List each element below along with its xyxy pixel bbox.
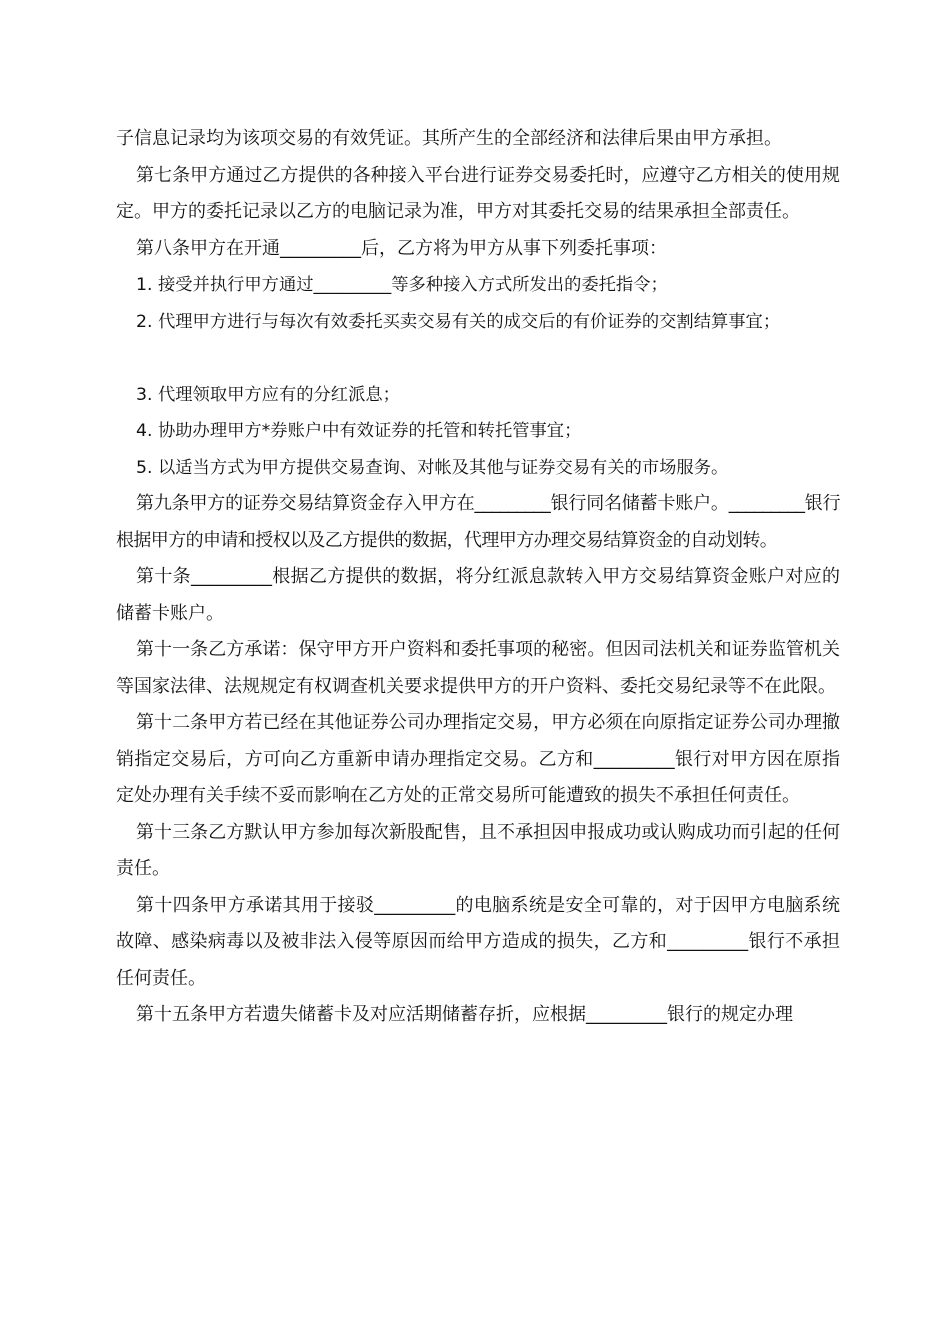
clause-14: 第十四条甲方承诺其用于接驳_________的电脑系统是安全可靠的，对于因甲方电脑系统故障、感染病毒以及被非法入侵等原因而给甲方造成的损失，乙方和_________银行不承担任何责任。	[116, 894, 840, 989]
clause-8-item-4: 4. 协助办理甲方*券账户中有效证券的托管和转托管事宜；	[136, 421, 582, 441]
clause-9: 第九条甲方的证券交易结算资金存入甲方在_________银行同名储蓄卡账户。_________银行根据甲方的申请和授权以及乙方提供的数据，代理甲方办理交易结算资金的自动划转。	[116, 493, 840, 551]
clause-8-item-2: 2. 代理甲方进行与每次有效委托买卖交易有关的成交后的有价证券的交割结算事宜；	[136, 311, 781, 332]
clause-8: 第八条甲方在开通_________后，乙方将为甲方从事下列委托事项：	[136, 237, 667, 259]
blank-line	[116, 340, 840, 377]
clause-12: 第十二条甲方若已经在其他证券公司办理指定交易，甲方必须在向原指定证券公司办理撤销指定交易后，方可向乙方重新申请办理指定交易。乙方和_________银行对甲方因在原指定处办理有关手续不妥而影响在乙方处的正常交易所可能遭致的损失不承担任何责任。	[116, 712, 840, 806]
clause-15: 第十五条甲方若遗失储蓄卡及对应活期储蓄存折，应根据_________银行的规定办理	[136, 1004, 793, 1025]
document-page	[116, 121, 840, 1034]
clause-10: 第十条_________根据乙方提供的数据，将分红派息款转入甲方交易结算资金账户对应的储蓄卡账户。	[116, 566, 840, 624]
clause-8-item-1: 1. 接受并执行甲方通过_________等多种接入方式所发出的委托指令；	[136, 275, 668, 295]
clause-8-item-3: 3. 代理领取甲方应有的分红派息；	[136, 384, 400, 405]
clause-11: 第十一条乙方承诺：保守甲方开户资料和委托事项的秘密。但因司法机关和证券监管机关等国家法律、法规规定有权调查机关要求提供甲方的开户资料、委托交易纪录等不在此限。	[116, 639, 840, 697]
clause-13: 第十三条乙方默认甲方参加每次新股配售，且不承担因申报成功或认购成功而引起的任何责任。	[116, 821, 840, 879]
clause-6-continuation: 子信息记录均为该项交易的有效凭证。其所产生的全部经济和法律后果由甲方承担。	[116, 128, 782, 149]
clause-7: 第七条甲方通过乙方提供的各种接入平台进行证券交易委托时，应遵守乙方相关的使用规定。甲方的委托记录以乙方的电脑记录为准，甲方对其委托交易的结果承担全部责任。	[116, 164, 840, 222]
clause-8-item-5: 5. 以适当方式为甲方提供交易查询、对帐及其他与证券交易有关的市场服务。	[136, 457, 729, 478]
